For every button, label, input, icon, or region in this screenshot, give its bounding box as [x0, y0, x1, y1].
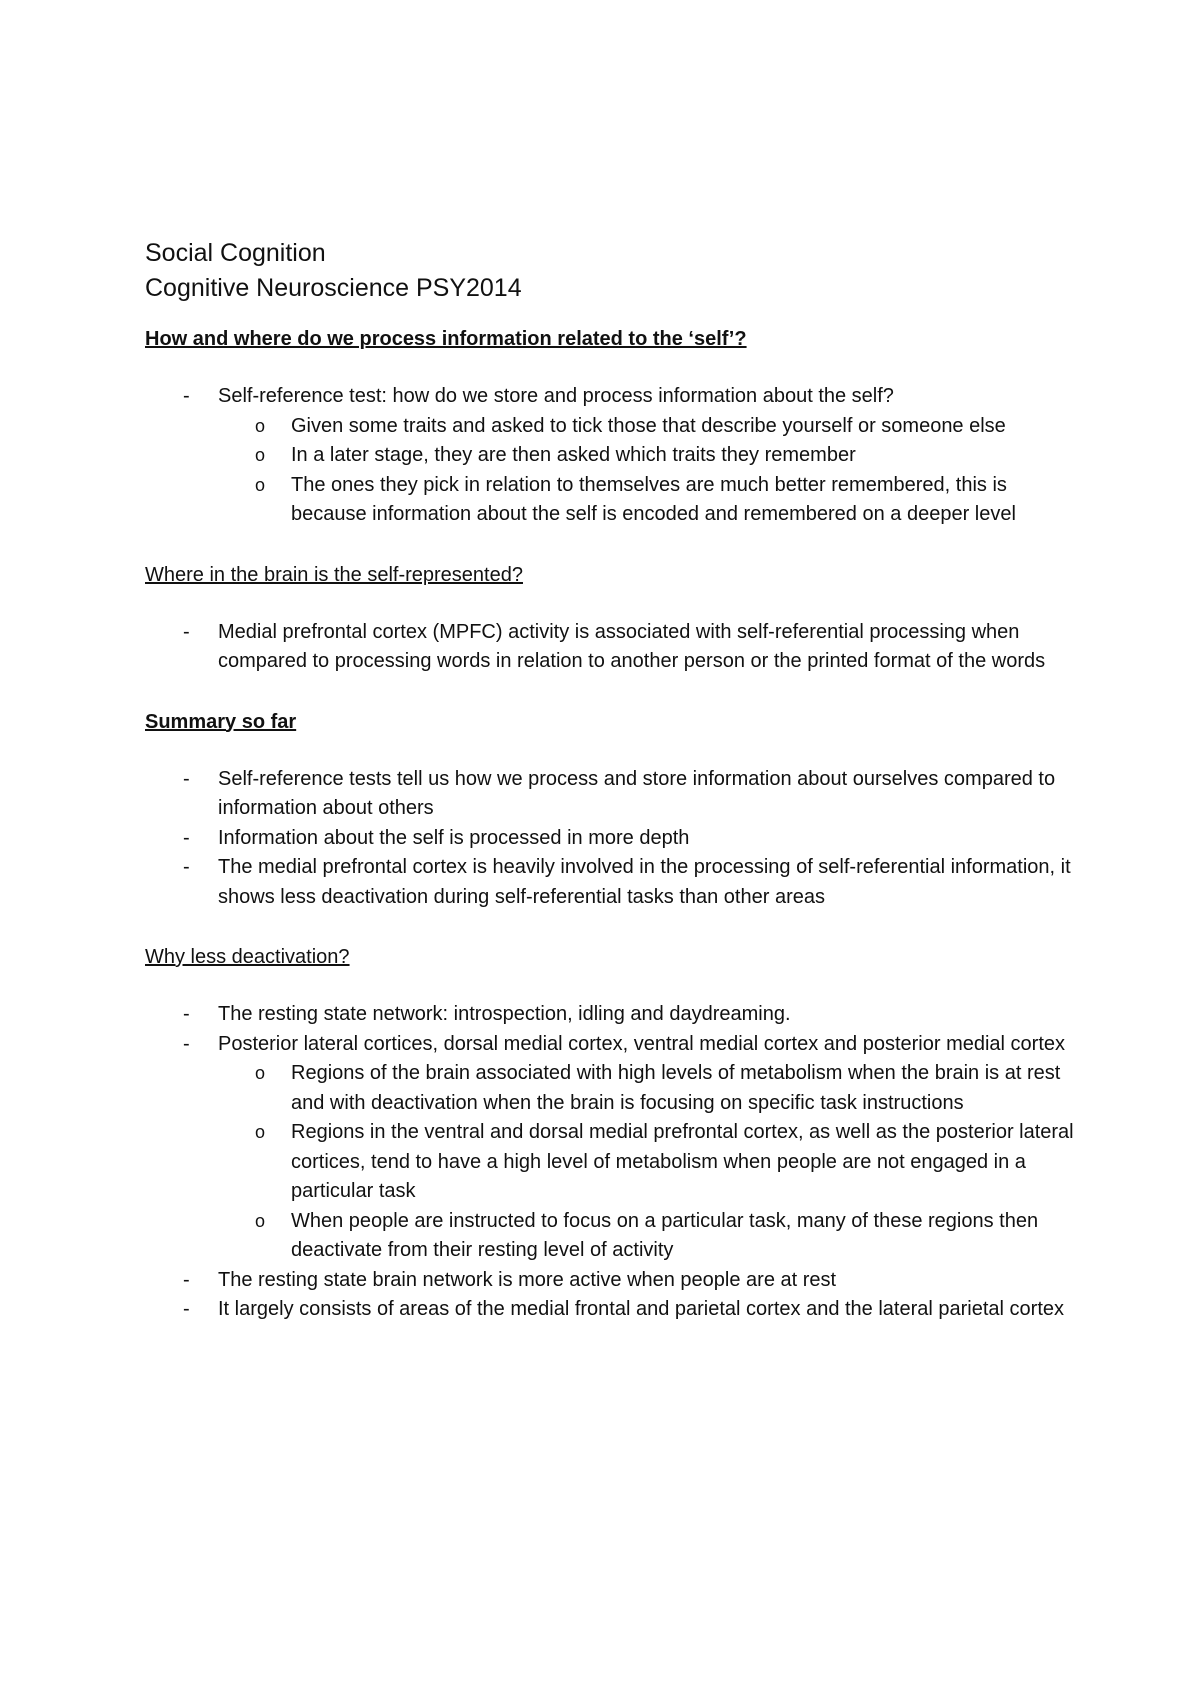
list-item — [145, 1030, 1075, 1266]
list-item-text: Posterior lateral cortices, dorsal medial cortex, ventral medial cortex and posterior medial cortex — [218, 1032, 1066, 1055]
section-self-processing — [145, 324, 1075, 530]
document-subtitle: Cognitive Neuroscience PSY2014 — [145, 274, 522, 302]
list-item — [145, 824, 1075, 854]
dash-bullet-icon: - — [183, 1268, 190, 1291]
section-deactivation — [145, 942, 1075, 1325]
circle-bullet-icon: o — [255, 445, 266, 465]
sub-list-item-text: When people are instructed to focus on a particular task, many of these regions then deactivate from their resting level of activity — [291, 1209, 1039, 1261]
list-item — [145, 382, 1075, 530]
sub-list-item-text: Given some traits and asked to tick those that describe yourself or someone else — [291, 414, 1006, 437]
circle-bullet-icon: o — [255, 1063, 266, 1083]
dash-bullet-icon: - — [183, 1003, 190, 1025]
bullet-list — [145, 382, 1075, 530]
sub-list-item — [145, 1118, 1075, 1207]
circle-bullet-icon: o — [255, 474, 266, 495]
dash-bullet-icon: - — [183, 385, 190, 407]
document-title: Social Cognition — [145, 239, 326, 267]
document-content — [145, 236, 1075, 1355]
sub-list-item-text: Regions of the brain associated with high levels of metabolism when the brain is at rest and with deactivation when the brain is focusing on specific task instructions — [291, 1062, 1061, 1114]
dash-bullet-icon: - — [183, 767, 190, 790]
list-item-text: The resting state brain network is more active when people are at rest — [218, 1268, 837, 1291]
section-brain-self — [145, 560, 1075, 677]
dash-bullet-icon: - — [183, 856, 190, 878]
sub-list-item — [145, 412, 1075, 442]
dash-bullet-icon: - — [183, 826, 190, 849]
list-item — [145, 1000, 1075, 1030]
sub-list-item — [145, 1059, 1075, 1118]
bullet-list — [145, 765, 1075, 913]
bullet-list — [145, 1000, 1075, 1325]
list-item — [145, 853, 1075, 912]
list-item-text: Information about the self is processed in more depth — [218, 826, 690, 849]
dash-bullet-icon: - — [183, 1298, 190, 1320]
list-item — [145, 618, 1075, 677]
circle-bullet-icon: o — [255, 1122, 266, 1142]
list-item-text: It largely consists of areas of the medial frontal and parietal cortex and the lateral parietal cortex — [218, 1298, 1065, 1320]
sub-list-item — [145, 471, 1075, 530]
list-item — [145, 1266, 1075, 1296]
section-heading: How and where do we process information related to the ‘self’? — [145, 328, 747, 350]
list-item-text: The resting state network: introspection, idling and daydreaming. — [218, 1003, 791, 1025]
list-item — [145, 1295, 1075, 1325]
section-heading: Why less deactivation? — [145, 946, 350, 968]
sub-list-item — [145, 1207, 1075, 1266]
dash-bullet-icon: - — [183, 1032, 190, 1055]
sub-list-item-text: The ones they pick in relation to themselves are much better remembered, this is because information about the self is encoded and remembered on a deeper level — [291, 473, 1016, 525]
section-heading: Where in the brain is the self-represented? — [145, 563, 523, 586]
list-item — [145, 765, 1075, 824]
sub-list-item — [145, 441, 1075, 471]
list-item-text: Self-reference test: how do we store and process information about the self? — [218, 385, 894, 407]
dash-bullet-icon: - — [183, 620, 190, 643]
circle-bullet-icon: o — [255, 1210, 266, 1231]
list-item-text: Self-reference tests tell us how we process and store information about ourselves compared to information about others — [218, 767, 1056, 819]
bullet-list — [145, 618, 1075, 677]
sub-bullet-list — [218, 1059, 1075, 1266]
section-summary — [145, 707, 1075, 913]
sub-list-item-text: Regions in the ventral and dorsal medial prefrontal cortex, as well as the posterior lateral cortices, tend to have a high level of metabolism when people are not engaged in a particular task — [291, 1121, 1074, 1202]
section-heading: Summary so far — [145, 710, 297, 733]
list-item-text: The medial prefrontal cortex is heavily involved in the processing of self-referential information, it shows less deactivation during self-referential tasks than other areas — [218, 856, 1071, 908]
circle-bullet-icon: o — [255, 415, 266, 436]
list-item-text: Medial prefrontal cortex (MPFC) activity is associated with self-referential processing when compared to processing words in relation to another person or the printed format of the words — [218, 620, 1046, 672]
sub-bullet-list — [218, 412, 1075, 530]
sub-list-item-text: In a later stage, they are then asked which traits they remember — [291, 444, 856, 466]
